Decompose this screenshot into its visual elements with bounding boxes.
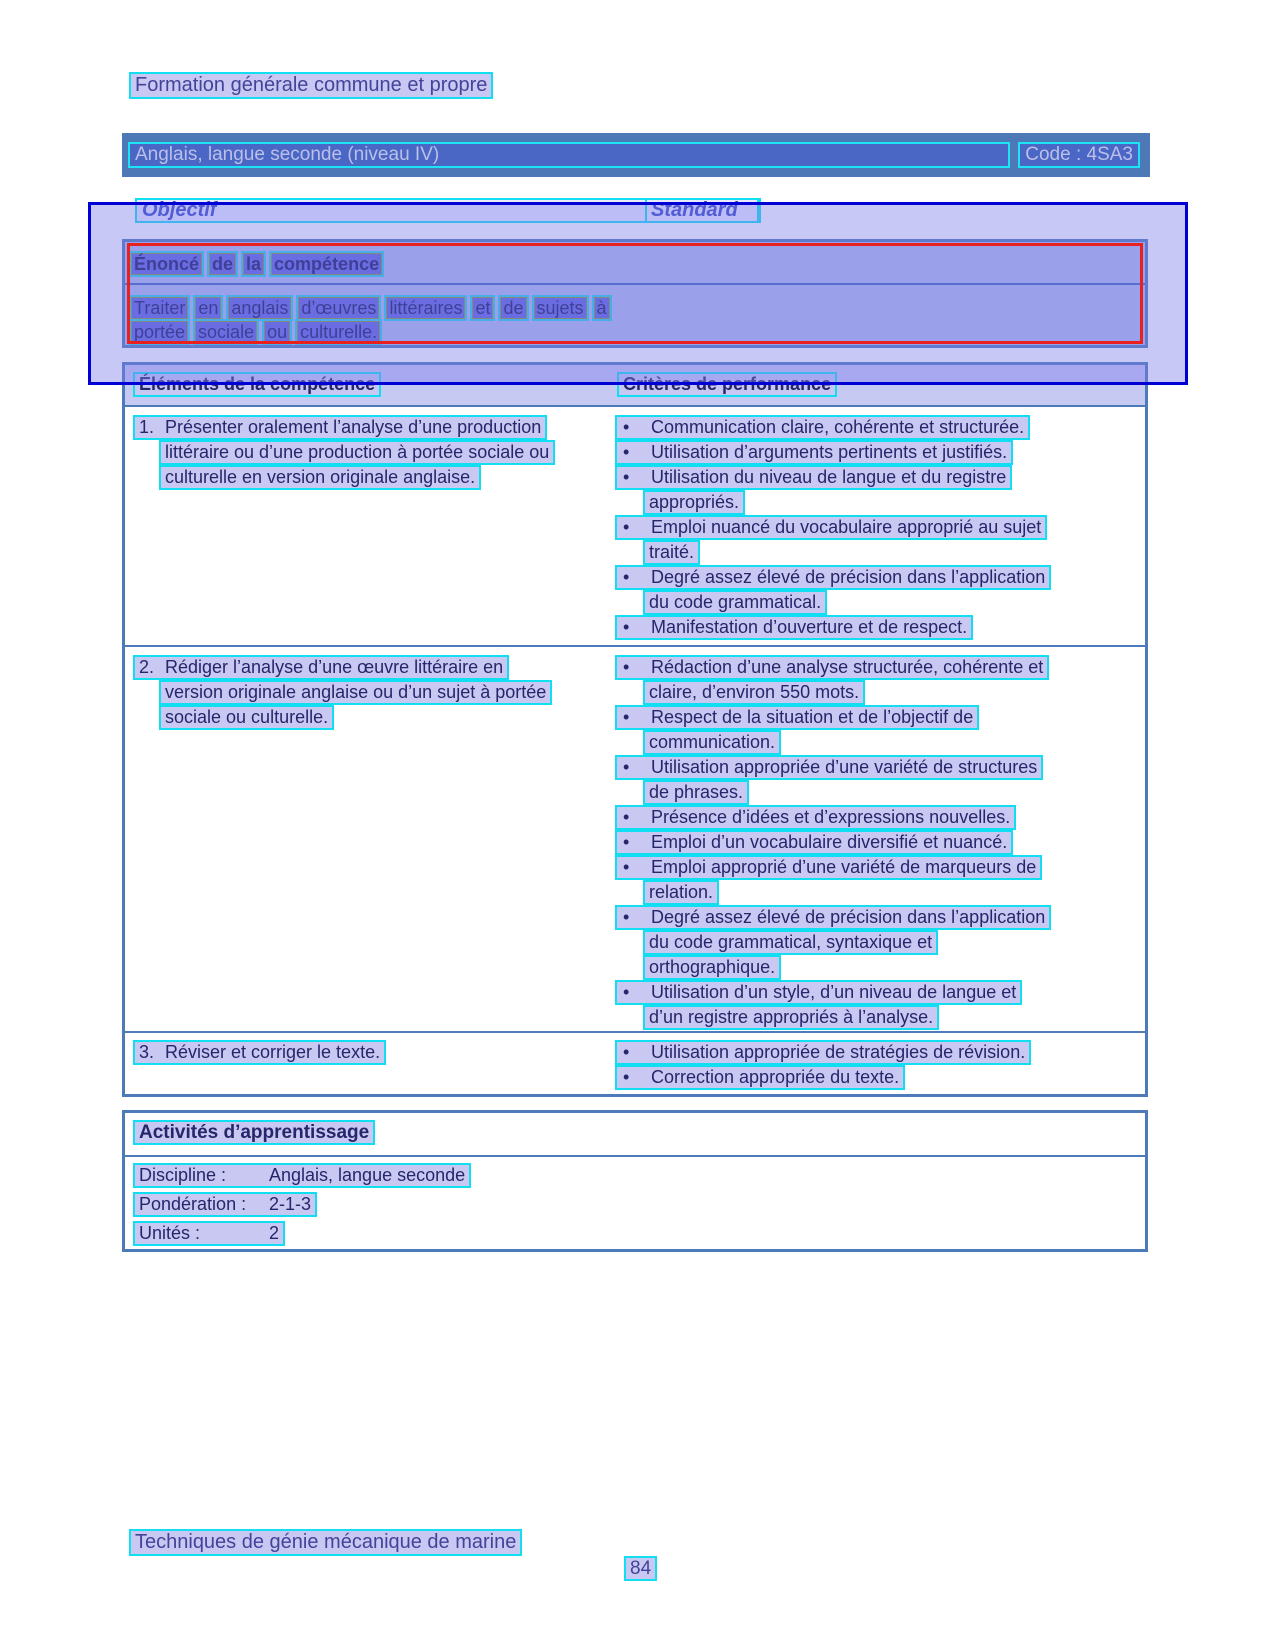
criterion-line — [615, 440, 1135, 465]
bullet-icon: • — [623, 707, 630, 727]
highlight-line: d’un registre appropriés à l’analyse. — [643, 1005, 939, 1030]
highlighted-word: ou — [264, 321, 290, 343]
criterion-line — [615, 955, 1135, 980]
highlighted-word: de — [500, 297, 526, 319]
criterion-line — [615, 515, 1135, 540]
activity-value: 2-1-3 — [269, 1194, 312, 1214]
criterion-text: Utilisation du niveau de langue et du registre — [651, 467, 1007, 487]
bullet-icon: • — [623, 467, 630, 487]
criterion-line — [615, 705, 1135, 730]
criterion-line — [615, 655, 1135, 680]
criterion-line — [615, 905, 1135, 930]
criterion-line — [615, 680, 1135, 705]
highlight-line — [615, 830, 1013, 855]
criterion-line — [615, 855, 1135, 880]
criterion-text: Utilisation d’un style, d’un niveau de langue et — [651, 982, 1017, 1002]
highlight-line — [615, 440, 1013, 465]
element-text: Réviser et corriger le texte. — [165, 1042, 381, 1062]
element-cell — [133, 655, 603, 730]
activites-apprentissage-box — [122, 1110, 1148, 1252]
competence-table-header — [125, 365, 1145, 407]
competence-table — [122, 362, 1148, 1097]
criterion-line — [615, 980, 1135, 1005]
bullet-icon: • — [623, 517, 630, 537]
enonce-line-1 — [131, 297, 610, 319]
highlight-line: traité. — [643, 540, 700, 565]
criterion-text: Degré assez élevé de précision dans l’application — [651, 567, 1046, 587]
highlight-line: relation. — [643, 880, 719, 905]
bullet-icon: • — [623, 807, 630, 827]
highlighted-word: Traiter — [131, 297, 188, 319]
bullet-icon: • — [623, 417, 630, 437]
criterion-line — [615, 930, 1135, 955]
highlighted-word: portée — [131, 321, 188, 343]
highlight-line — [615, 855, 1042, 880]
course-title: Anglais, langue seconde (niveau IV) — [128, 142, 1010, 168]
highlighted-word: compétence — [271, 253, 382, 275]
criteria-cell — [615, 655, 1135, 1030]
highlighted-word: à — [594, 297, 610, 319]
highlight-line — [133, 1040, 386, 1065]
criterion-line — [615, 780, 1135, 805]
criterion-line — [615, 590, 1135, 615]
highlight-line: communication. — [643, 730, 781, 755]
highlight-line: sociale ou culturelle. — [159, 705, 334, 730]
highlight-line: appropriés. — [643, 490, 745, 515]
highlight-line — [133, 655, 509, 680]
criterion-line — [615, 755, 1135, 780]
element-line — [133, 1040, 603, 1065]
criterion-text: Communication claire, cohérente et structurée. — [651, 417, 1025, 437]
criterion-text: Utilisation d’arguments pertinents et justifiés. — [651, 442, 1008, 462]
criterion-line — [615, 1005, 1135, 1030]
footer-program-label: Techniques de génie mécanique de marine — [129, 1529, 522, 1556]
bullet-icon: • — [623, 982, 630, 1002]
criterion-text: Utilisation appropriée d’une variété de structures — [651, 757, 1038, 777]
criterion-line — [615, 615, 1135, 640]
criterion-line — [615, 830, 1135, 855]
activity-label: Unités : — [139, 1223, 201, 1243]
elements-rows — [125, 407, 1145, 1094]
element-cell — [133, 415, 603, 490]
highlighted-word: anglais — [228, 297, 291, 319]
highlight-line — [615, 515, 1047, 540]
highlight-line — [615, 905, 1051, 930]
highlight-line: orthographique. — [643, 955, 781, 980]
element-line — [133, 705, 603, 730]
highlight-line — [615, 705, 979, 730]
criterion-text: Correction appropriée du texte. — [651, 1067, 900, 1087]
bullet-icon: • — [623, 657, 630, 677]
criterion-line — [615, 540, 1135, 565]
highlight-line — [615, 805, 1016, 830]
highlight-line: du code grammatical. — [643, 590, 827, 615]
criterion-text: Rédaction d’une analyse structurée, cohérente et — [651, 657, 1044, 677]
criterion-text: Emploi d’un vocabulaire diversifié et nuancé. — [651, 832, 1008, 852]
criteria-cell — [615, 1040, 1135, 1090]
element-line — [133, 440, 603, 465]
enonce-separator — [125, 283, 1145, 285]
criterion-text: Respect de la situation et de l’objectif de — [651, 707, 974, 727]
criterion-line — [615, 1065, 1135, 1090]
element-cell — [133, 1040, 603, 1065]
item-number: 1. — [139, 417, 155, 437]
criterion-line — [615, 565, 1135, 590]
bullet-icon: • — [623, 442, 630, 462]
activity-label: Discipline : — [139, 1165, 227, 1185]
highlight-line: littéraire ou d’une production à portée sociale ou — [159, 440, 555, 465]
criterion-text: Manifestation d’ouverture et de respect. — [651, 617, 968, 637]
criterion-line — [615, 465, 1135, 490]
highlight-line — [615, 1065, 905, 1090]
highlight-line — [615, 980, 1022, 1005]
course-code: Code : 4SA3 — [1018, 142, 1140, 168]
activity-row — [133, 1221, 471, 1250]
element-line — [133, 680, 603, 705]
highlighted-word: sujets — [534, 297, 587, 319]
highlight-line: de phrases. — [643, 780, 749, 805]
criterion-text: Emploi nuancé du vocabulaire approprié au sujet — [651, 517, 1042, 537]
highlighted-word: culturelle. — [297, 321, 380, 343]
objectif-heading: Objectif — [142, 199, 217, 221]
highlight-line — [615, 1040, 1031, 1065]
element-line — [133, 415, 603, 440]
page-number: 84 — [624, 1556, 657, 1581]
activity-value: Anglais, langue seconde — [269, 1165, 466, 1185]
bullet-icon: • — [623, 1067, 630, 1087]
highlight-line — [615, 465, 1012, 490]
standard-heading: Standard — [651, 199, 738, 221]
bullet-icon: • — [623, 1042, 630, 1062]
document-section-label: Formation générale commune et propre — [129, 72, 493, 99]
activity-value: 2 — [269, 1223, 280, 1243]
criterion-text: Degré assez élevé de précision dans l’application — [651, 907, 1046, 927]
criterion-line — [615, 805, 1135, 830]
highlight-line: version originale anglaise ou d’un sujet à portée — [159, 680, 552, 705]
bullet-icon: • — [623, 857, 630, 877]
course-header-bar — [122, 133, 1150, 177]
item-number: 2. — [139, 657, 155, 677]
enonce-line-2 — [131, 321, 380, 343]
criterion-line — [615, 730, 1135, 755]
criterion-line — [615, 880, 1135, 905]
highlighted-word: sociale — [195, 321, 257, 343]
element-line — [133, 655, 603, 680]
element-text: Présenter oralement l’analyse d’une production — [165, 417, 542, 437]
criterion-line — [615, 1040, 1135, 1065]
element-line — [133, 465, 603, 490]
highlight-line — [133, 1163, 471, 1188]
elements-column-header: Éléments de la compétence — [133, 372, 381, 397]
highlighted-word: littéraires — [386, 297, 465, 319]
bullet-icon: • — [623, 617, 630, 637]
table-row — [125, 407, 1145, 647]
objectif-standard-row — [135, 198, 759, 223]
activites-title: Activités d’apprentissage — [133, 1120, 375, 1145]
highlight-line: claire, d’environ 550 mots. — [643, 680, 865, 705]
criteria-cell — [615, 415, 1135, 640]
enonce-competence-box — [122, 239, 1148, 348]
highlighted-word: et — [472, 297, 493, 319]
criterion-text: Utilisation appropriée de stratégies de révision. — [651, 1042, 1026, 1062]
criterion-text: Présence d’idées et d’expressions nouvelles. — [651, 807, 1011, 827]
highlight-line — [615, 755, 1043, 780]
bullet-icon: • — [623, 832, 630, 852]
activity-row — [133, 1163, 471, 1192]
highlight-line — [133, 1192, 317, 1217]
highlighted-word: d’œuvres — [298, 297, 379, 319]
criterion-line — [615, 490, 1135, 515]
bullet-icon: • — [623, 907, 630, 927]
activity-label: Pondération : — [139, 1194, 247, 1214]
highlighted-word: en — [195, 297, 221, 319]
highlight-line — [615, 415, 1030, 440]
activites-rows — [133, 1163, 471, 1250]
highlight-line — [615, 565, 1051, 590]
element-text: Rédiger l’analyse d’une œuvre littéraire en — [165, 657, 504, 677]
bullet-icon: • — [623, 757, 630, 777]
activites-separator — [125, 1155, 1145, 1157]
criterion-line — [615, 415, 1135, 440]
highlight-line — [615, 615, 973, 640]
highlighted-word: de — [209, 253, 236, 275]
standard-heading-box — [645, 198, 761, 223]
highlight-line — [133, 415, 547, 440]
criteria-column-header: Critères de performance — [617, 372, 837, 397]
criterion-text: Emploi approprié d’une variété de marqueurs de — [651, 857, 1037, 877]
highlighted-word: la — [243, 253, 264, 275]
highlighted-word: Énoncé — [131, 253, 202, 275]
activity-row — [133, 1192, 471, 1221]
table-row — [125, 647, 1145, 1033]
highlight-line — [615, 655, 1049, 680]
item-number: 3. — [139, 1042, 155, 1062]
highlight-line — [133, 1221, 285, 1246]
enonce-title-line — [131, 253, 382, 275]
bullet-icon: • — [623, 567, 630, 587]
highlight-line: culturelle en version originale anglaise. — [159, 465, 481, 490]
highlight-line: du code grammatical, syntaxique et — [643, 930, 938, 955]
table-row — [125, 1033, 1145, 1094]
